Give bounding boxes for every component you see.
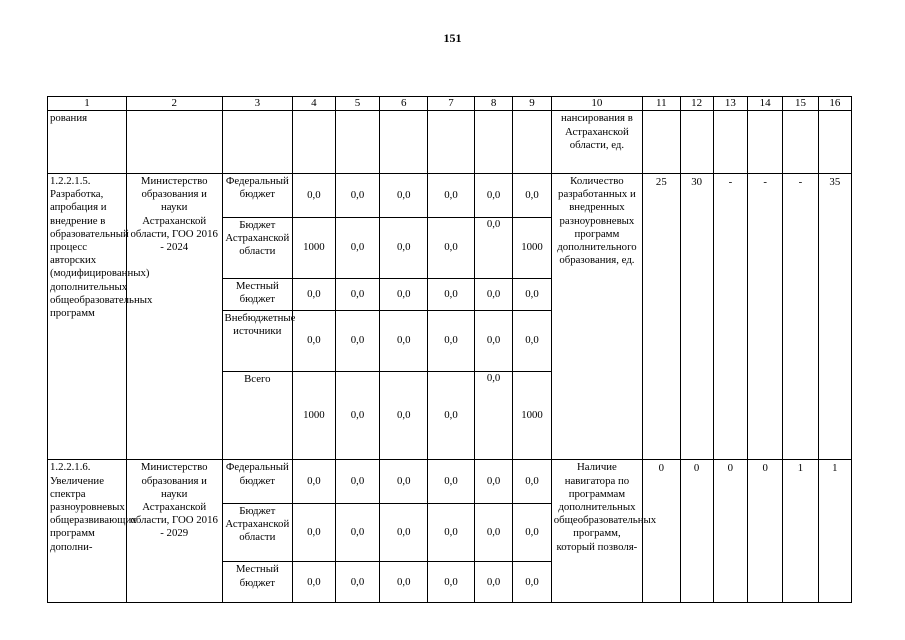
value-cell: 0,0 (474, 503, 512, 562)
indicator-value: 0 (643, 460, 680, 603)
value-cell: 0,0 (293, 460, 336, 503)
col-header: 12 (680, 97, 713, 111)
value-cell: 0,0 (428, 372, 475, 460)
code-cell: рования (48, 111, 127, 174)
executor-cell: Министерство образования и науки Астраханской области, ГОО 2016 - 2024 (126, 174, 222, 460)
col-header: 10 (551, 97, 642, 111)
value-cell: 0,0 (335, 562, 380, 603)
col-header: 14 (748, 97, 783, 111)
indicator-value: - (783, 174, 818, 460)
source-cell: Федеральный бюджет (222, 460, 293, 503)
value-cell: 0,0 (474, 310, 512, 372)
indicator-value: - (748, 174, 783, 460)
value-cell: 1000 (513, 372, 551, 460)
col-header: 16 (818, 97, 851, 111)
col-header: 15 (783, 97, 818, 111)
source-cell: Федеральный бюджет (222, 174, 293, 217)
indicator-value: 25 (643, 174, 680, 460)
value-cell: 0,0 (293, 562, 336, 603)
value-cell: 0,0 (428, 279, 475, 310)
value-cell: 0,0 (335, 460, 380, 503)
value-cell: 0,0 (380, 503, 428, 562)
indicator-value: 1 (818, 460, 851, 603)
value-cell: 0,0 (474, 562, 512, 603)
source-cell: Бюджет Астраханской области (222, 217, 293, 279)
continuation-row (48, 111, 852, 174)
value-cell: 0,0 (293, 503, 336, 562)
source-cell: Местный бюджет (222, 562, 293, 603)
value-cell: 0,0 (380, 562, 428, 603)
value-cell: 0,0 (474, 174, 512, 217)
value-cell: 0,0 (428, 310, 475, 372)
indicator-cell: нансирования в Астраханской области, ед. (551, 111, 642, 174)
source-cell: Бюджет Астраханской области (222, 503, 293, 562)
indicator-value: 0 (748, 460, 783, 603)
value-cell: 0,0 (335, 174, 380, 217)
indicator-value: 30 (680, 174, 713, 460)
value-cell: 0,0 (428, 562, 475, 603)
col-header: 8 (474, 97, 512, 111)
value-cell: 0,0 (380, 217, 428, 279)
value-cell: 0,0 (513, 310, 551, 372)
value-cell-split (474, 217, 512, 279)
indicator-value: - (713, 174, 747, 460)
indicator-cell: Наличие навигатора по программам дополнительных общеобразовательных программ, который позволя- (551, 460, 642, 603)
value-cell: 0,0 (428, 217, 475, 279)
value-cell: 0,0 (513, 174, 551, 217)
value-cell: 0,0 (428, 503, 475, 562)
col-header: 1 (48, 97, 127, 111)
code-cell: 1.2.2.1.6. Увеличение спектра разноуровневых общеразвивающих программ дополни- (48, 460, 127, 603)
indicator-value: 0 (680, 460, 713, 603)
value-cell: 1000 (513, 217, 551, 279)
col-header: 7 (428, 97, 475, 111)
value-cell: 0,0 (293, 310, 336, 372)
indicator-value: 0 (713, 460, 747, 603)
indicator-value: 1 (783, 460, 818, 603)
value-cell: 0,0 (474, 460, 512, 503)
col-header: 6 (380, 97, 428, 111)
value-cell-split (474, 372, 512, 460)
value-cell: 0,0 (335, 310, 380, 372)
value-cell: 0,0 (335, 503, 380, 562)
source-cell: Местный бюджет (222, 279, 293, 310)
source-cell: Внебюджетные источники (222, 310, 293, 372)
value-cell: 0,0 (293, 279, 336, 310)
value-cell: 0,0 (428, 174, 475, 217)
table-row (48, 460, 852, 503)
source-cell: Всего (222, 372, 293, 460)
value-cell: 0,0 (474, 279, 512, 310)
value-cell: 0,0 (513, 562, 551, 603)
value-cell: 0,0 (513, 460, 551, 503)
value-cell: 0,0 (335, 372, 380, 460)
value-cell: 1000 (293, 217, 336, 279)
value-cell: 0,0 (513, 503, 551, 562)
value-cell: 0,0 (335, 217, 380, 279)
value-cell: 0,0 (380, 460, 428, 503)
value-cell: 0,0 (380, 310, 428, 372)
indicator-cell: Количество разработанных и внедренных разноуровневых программ дополнительного образования, ед. (551, 174, 642, 460)
value-cell: 0,0 (513, 279, 551, 310)
col-header: 3 (222, 97, 293, 111)
col-header: 5 (335, 97, 380, 111)
value-cell: 0,0 (380, 174, 428, 217)
code-cell: 1.2.2.1.5. Разработка, апробация и внедрение в образовательный процесс авторских (модифицированных) дополнительных общеобразовательных программ (48, 174, 127, 460)
value-cell: 0,0 (486, 217, 501, 230)
col-header: 9 (513, 97, 551, 111)
value-cell: 0,0 (380, 279, 428, 310)
executor-cell: Министерство образования и науки Астраханской области, ГОО 2016 - 2029 (126, 460, 222, 603)
value-cell: 0,0 (335, 279, 380, 310)
program-table (47, 96, 852, 603)
col-header: 2 (126, 97, 222, 111)
col-header: 11 (643, 97, 680, 111)
value-cell: 0,0 (380, 372, 428, 460)
value-cell: 0,0 (428, 460, 475, 503)
col-header: 13 (713, 97, 747, 111)
col-header: 4 (293, 97, 336, 111)
header-row (48, 97, 852, 111)
value-cell: 1000 (293, 372, 336, 460)
table-row (48, 174, 852, 217)
value-cell: 0,0 (293, 174, 336, 217)
page-number: 151 (443, 31, 462, 45)
value-cell: 0,0 (486, 372, 501, 385)
indicator-value: 35 (818, 174, 851, 460)
